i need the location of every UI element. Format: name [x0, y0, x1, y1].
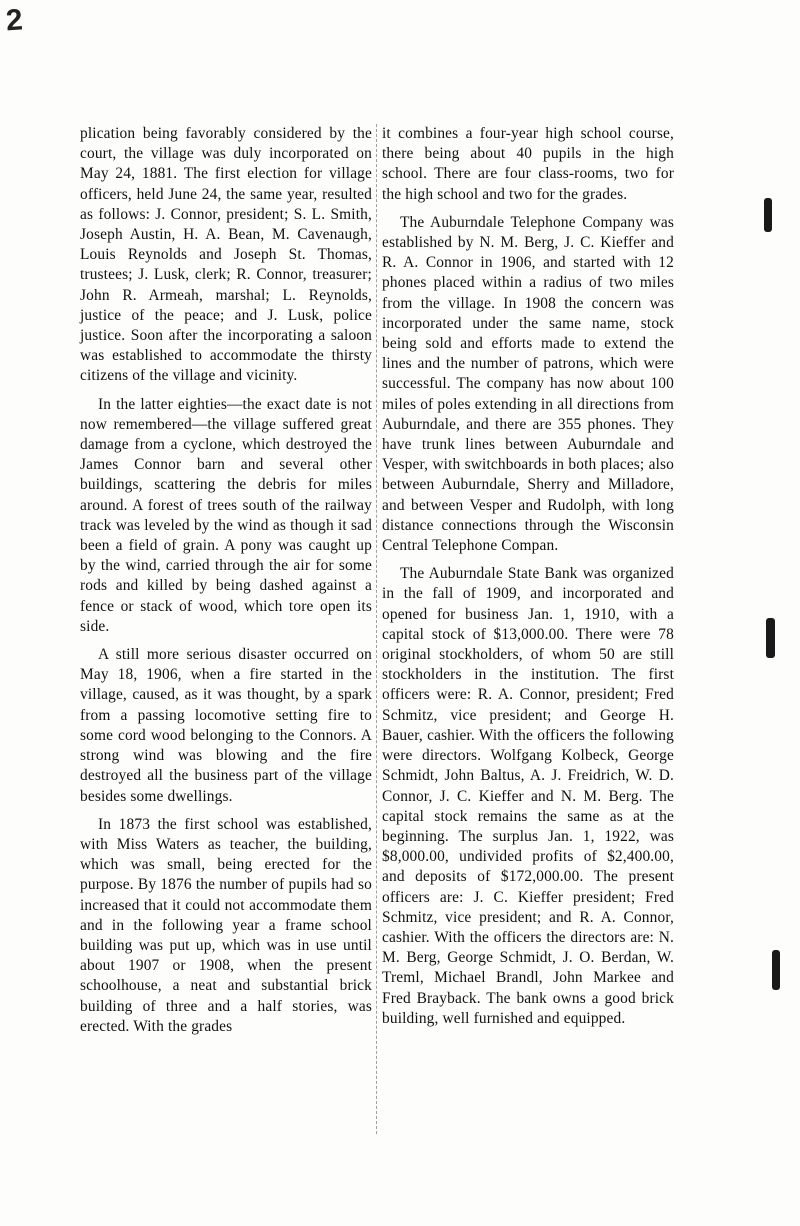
paragraph-fire: A still more serious disaster occurred on May 18, 1906, when a fire started in the village, caused, as it was thought, by a spark from a passing locomotive setting fire to some cord wood belonging to the Connors. A strong wind was blowing and the fire destroyed all the business part of the village besides some dwellings.	[80, 646, 372, 805]
paragraph-cyclone: In the latter eighties—the exact date is not now remembered—the village suffered great damage from a cyclone, which destroyed the James Connor barn and several other buildings, scattering the debris for miles around. A forest of trees south of the railway track was leveled by the wind as though it sad been a field of grain. A pony was caught up by the wind, carried through the air for some rods and killed by being dashed against a fence or stack of wood, which tore open its side.	[80, 395, 372, 635]
paragraph-state-bank: The Auburndale State Bank was organized in the fall of 1909, and incorporated and opened for business Jan. 1, 1910, with a capital stock of $13,000.00. There were 78 original stockholders, of whom 50 are still stockholders in the institution. The first officers were: R. A. Connor, president; Fred Schmitz, vice president; and George H. Bauer, cashier. With the officers the following were directors. Wolfgang Kolbeck, George Schmidt, John Baltus, A. J. Freidrich, W. D. Connor, J. C. Kieffer and N. M. Berg. The capital stock remains the same as at the beginning. The surplus Jan. 1, 1922, was $8,000.00, undivided profits of $2,400.00, and deposits of $172,000.00. The present officers are: J. C. Kieffer president; Fred Schmitz, vice president; and R. A. Connor, cashier. With the officers the directors are: N. M. Berg, George Schmidt, J. O. Berdan, W. Treml, Michael Brandl, John Markee and Fred Brayback. The bank owns a good brick building, well furnished and equipped.	[382, 565, 674, 1027]
margin-ink-mark	[764, 198, 772, 232]
right-text-column	[382, 124, 674, 1037]
left-text-column	[80, 124, 372, 1045]
paragraph-telephone-company: The Auburndale Telephone Company was established by N. M. Berg, J. C. Kieffer and R. A. Connor in 1906, and started with 12 phones placed within a radius of two miles from the village. In 1908 the concern was incorporated under the same name, stock being sold and efforts made to extend the lines and the number of patrons, which were successful. The company has now about 100 miles of poles extending in all directions from Auburndale, and there are 355 phones. They have trunk lines between Auburndale and Vesper, with switchboards in both places; also between Auburndale, Sherry and Milladore, and between Vesper and Rudolph, with long distance connections through the Wisconsin Central Telephone Compan.	[382, 213, 674, 555]
margin-ink-mark	[772, 950, 780, 990]
paragraph-high-school: it combines a four-year high school course, there being about 40 pupils in the high school. There are four class-rooms, two for the high school and two for the grades.	[382, 125, 674, 203]
paragraph-first-school: In 1873 the first school was established, with Miss Waters as teacher, the building, which was small, being erected for the purpose. By 1876 the number of pupils had so increased that it could not accommodate them and in the following year a frame school building was put up, which was in use until about 1907 or 1908, when the present schoolhouse, a neat and substantial brick building of three and a half stories, was erected. With the grades	[80, 815, 372, 1035]
paragraph-incorporation: plication being favorably considered by the court, the village was duly incorporated on May 24, 1881. The first election for village officers, held June 24, the same year, resulted as follows: J. Connor, president; S. L. Smith, Joseph Austin, H. A. Bean, M. Cavenaugh, Louis Reynolds and Joseph St. Thomas, trustees; J. Lusk, clerk; R. Connor, treasurer; John R. Armeah, marshal; L. Reynolds, justice of the peace; and J. Lusk, police justice. Soon after the incorporating a saloon was established to accommodate the thirsty citizens of the village and vicinity.	[80, 125, 372, 385]
page-number: 2	[4, 3, 24, 38]
column-divider	[376, 124, 378, 1134]
margin-ink-mark	[766, 618, 775, 658]
